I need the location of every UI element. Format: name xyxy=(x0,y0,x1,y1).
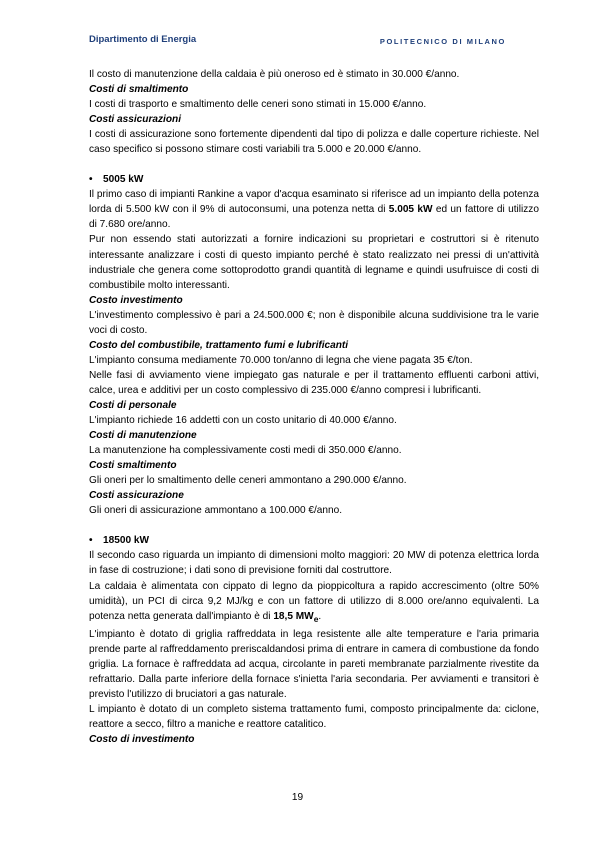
paragraph: Il primo caso di impianti Rankine a vapor d'acqua esaminato si riferisce ad un impianto della potenza lorda di 5.500 kW con il 9% di autoconsumi, una potenza netta di 5.005 kW ed un fattore di utilizzo di 7.680 ore/anno. xyxy=(89,189,539,231)
paragraph: I costi di trasporto e smaltimento delle ceneri sono stimati in 15.000 €/anno. xyxy=(89,99,427,111)
section-heading: Costi smaltimento xyxy=(89,460,177,472)
net-power-value: 5.005 kW xyxy=(388,204,433,216)
university-name: POLITECNICO DI MILANO xyxy=(379,37,506,46)
page-header xyxy=(89,34,506,48)
net-power-value: 18,5 $MW_e$ xyxy=(273,610,319,624)
section-heading: Costi di manutenzione xyxy=(89,430,197,442)
paragraph: Gli oneri per lo smaltimento delle ceneri ammontano a 290.000 €/anno. xyxy=(89,475,407,487)
bullet-heading-5005kw xyxy=(89,172,539,187)
section-heading: Costo di investimento xyxy=(89,733,195,745)
paragraph: L'investimento complessivo è pari a 24.500.000 €; non è disponibile alcuna suddivisione tra le varie voci di costo. xyxy=(89,309,539,336)
section-heading: Costo investimento xyxy=(89,294,183,306)
section-heading: Costi assicurazioni xyxy=(89,114,181,126)
paragraph: L impianto è dotato di un completo sistema trattamento fumi, composto principalmente da: ciclone, reattore a secco, filtro a maniche e reattore catalitico. xyxy=(89,703,539,730)
paragraph: L'impianto è dotato di griglia raffreddata in lega resistente alle alte temperature e l'aria primaria prende parte al raffreddamento preriscaldandosi prima di entrare in camera di combustione da fondo griglia. La fornace è raffreddata ad acqua, circolante in pareti membranate parzialmente rivestite da refrattario. Dalla parte inferiore della fornace s'inietta l'aria secondaria. Per avviamenti e transitori è previsto l'utilizzo di bruciatori a gas naturale. xyxy=(89,628,539,700)
paragraph: Il secondo caso riguarda un impianto di dimensioni molto maggiori: 20 MW di potenza elettrica lorda in fase di costruzione; i dati sono di previsione forniti dal costruttore. xyxy=(89,550,539,577)
paragraph: La manutenzione ha complessivamente costi medi di 350.000 €/anno. xyxy=(89,445,402,457)
section-heading: Costo del combustibile, trattamento fumi e lubrificanti xyxy=(89,339,349,351)
bullet-icon: • xyxy=(89,535,93,547)
bullet-title: 18500 kW xyxy=(103,535,150,547)
paragraph: L'impianto richiede 16 addetti con un costo unitario di 40.000 €/anno. xyxy=(89,415,397,427)
paragraph: Gli oneri di assicurazione ammontano a 100.000 €/anno. xyxy=(89,505,343,517)
paragraph: Pur non essendo stati autorizzati a fornire indicazioni su proprietari e costruttori si è ritenuto interessante analizzare i costi di questo impianto perché è stato realizzato nei pressi di un'attività industriale che genera come sottoprodotto grandi quantità di legname e quindi usufruisce di costi di combustibile molto interessanti. xyxy=(89,234,539,291)
paragraph: Il costo di manutenzione della caldaia è più oneroso ed è stimato in 30.000 €/anno. xyxy=(89,69,460,80)
paragraph: Nelle fasi di avviamento viene impiegato gas naturale e per il trattamento effluenti carboni attivi, calce, urea e additivi per un costo complessivo di 235.000 €/anno compresi i lubrificanti. xyxy=(89,369,539,396)
bullet-heading-18500kw xyxy=(89,533,539,548)
section-heading: Costi assicurazione xyxy=(89,490,184,502)
paragraph: I costi di assicurazione sono fortemente dipendenti dal tipo di polizza e dalle coperture richieste. Nel caso specifico si possono stimare costi variabili tra 5.000 e 20.000 €/anno. xyxy=(89,129,539,156)
paragraph: L'impianto consuma mediamente 70.000 ton/anno di legna che viene pagata 35 €/ton. xyxy=(89,354,473,366)
section-heading: Costi di smaltimento xyxy=(89,84,189,96)
bullet-icon: • xyxy=(89,174,93,186)
bullet-title: 5005 kW xyxy=(103,174,144,186)
document-body xyxy=(89,67,539,747)
paragraph: La caldaia è alimentata con cippato di legno da pioppicoltura a rapido accrescimento (oltre 50% umidità), un PCI di circa 9,2 MJ/kg e con un fattore di utilizzo di 8.000 ore/anno equivalenti. La potenza netta generata dall'impianto è di 18,5 $MW_e$. xyxy=(89,580,539,624)
section-heading: Costi di personale xyxy=(89,399,177,411)
page-number: 19 xyxy=(291,792,304,803)
department-name: Dipartimento di Energia xyxy=(89,34,197,45)
